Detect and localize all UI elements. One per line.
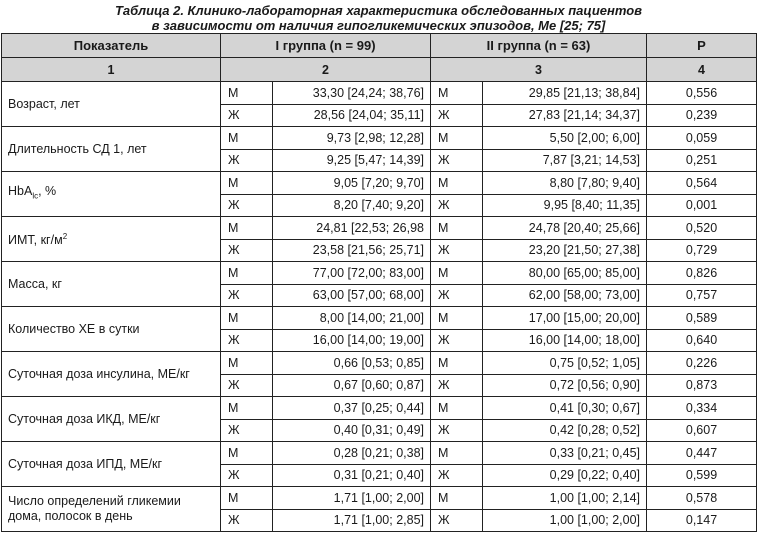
- data-table: [1, 33, 757, 532]
- sex-cell-group-2: Ж: [431, 284, 483, 307]
- indicator-name: [2, 442, 221, 487]
- p-value-cell: 0,578: [647, 487, 757, 510]
- sex-cell-group-1: М: [221, 262, 273, 285]
- value-cell-group-2: 0,41 [0,30; 0,67]: [483, 397, 647, 420]
- sex-cell-group-2: М: [431, 442, 483, 465]
- indicator-name: [2, 172, 221, 217]
- sex-cell-group-2: Ж: [431, 239, 483, 262]
- sex-cell-group-1: Ж: [221, 419, 273, 442]
- value-cell-group-2: 27,83 [21,14; 34,37]: [483, 104, 647, 127]
- p-value-cell: 0,251: [647, 149, 757, 172]
- value-cell-group-1: 33,30 [24,24; 38,76]: [273, 82, 431, 105]
- header-group-2: II группа (n = 63): [431, 34, 647, 58]
- p-value-cell: 0,729: [647, 239, 757, 262]
- indicator-name: [2, 397, 221, 442]
- p-value-cell: 0,826: [647, 262, 757, 285]
- sex-cell-group-1: М: [221, 397, 273, 420]
- value-cell-group-1: 16,00 [14,00; 19,00]: [273, 329, 431, 352]
- value-cell-group-1: 8,00 [14,00; 21,00]: [273, 307, 431, 330]
- table-row: [2, 262, 757, 285]
- p-value-cell: 0,640: [647, 329, 757, 352]
- value-cell-group-2: 5,50 [2,00; 6,00]: [483, 127, 647, 150]
- sex-cell-group-1: Ж: [221, 239, 273, 262]
- value-cell-group-1: 0,31 [0,21; 0,40]: [273, 464, 431, 487]
- value-cell-group-1: 8,20 [7,40; 9,20]: [273, 194, 431, 217]
- value-cell-group-2: 17,00 [15,00; 20,00]: [483, 307, 647, 330]
- column-number: 4: [647, 58, 757, 82]
- value-cell-group-1: 23,58 [21,56; 25,71]: [273, 239, 431, 262]
- table-row: [2, 442, 757, 465]
- table-row: [2, 172, 757, 195]
- column-number: 1: [2, 58, 221, 82]
- table-row: [2, 307, 757, 330]
- sex-cell-group-1: М: [221, 82, 273, 105]
- value-cell-group-2: 0,75 [0,52; 1,05]: [483, 352, 647, 375]
- value-cell-group-1: 77,00 [72,00; 83,00]: [273, 262, 431, 285]
- value-cell-group-2: 0,33 [0,21; 0,45]: [483, 442, 647, 465]
- sex-cell-group-1: Ж: [221, 194, 273, 217]
- p-value-cell: 0,589: [647, 307, 757, 330]
- indicator-name-text: Число определений гликемии дома, полосок в день: [8, 494, 181, 523]
- indicator-name-text: Масса, кг: [8, 276, 62, 291]
- sex-cell-group-1: М: [221, 127, 273, 150]
- value-cell-group-2: 0,29 [0,22; 0,40]: [483, 464, 647, 487]
- indicator-name-text: HbA: [8, 184, 33, 199]
- column-number: 3: [431, 58, 647, 82]
- table-body: [2, 82, 757, 532]
- header-row: [2, 34, 757, 58]
- p-value-cell: 0,147: [647, 509, 757, 532]
- value-cell-group-2: 1,00 [1,00; 2,14]: [483, 487, 647, 510]
- p-value-cell: 0,757: [647, 284, 757, 307]
- sex-cell-group-2: Ж: [431, 464, 483, 487]
- value-cell-group-1: 9,25 [5,47; 14,39]: [273, 149, 431, 172]
- p-value-cell: 0,564: [647, 172, 757, 195]
- sex-cell-group-1: М: [221, 307, 273, 330]
- table-row: [2, 352, 757, 375]
- indicator-name-subscript: lc: [32, 191, 39, 201]
- value-cell-group-2: 9,95 [8,40; 11,35]: [483, 194, 647, 217]
- value-cell-group-2: 24,78 [20,40; 25,66]: [483, 217, 647, 240]
- value-cell-group-1: 0,37 [0,25; 0,44]: [273, 397, 431, 420]
- value-cell-group-2: 7,87 [3,21; 14,53]: [483, 149, 647, 172]
- header-p: P: [647, 34, 757, 58]
- value-cell-group-1: 9,73 [2,98; 12,28]: [273, 127, 431, 150]
- value-cell-group-2: 0,42 [0,28; 0,52]: [483, 419, 647, 442]
- value-cell-group-1: 63,00 [57,00; 68,00]: [273, 284, 431, 307]
- p-value-cell: 0,607: [647, 419, 757, 442]
- value-cell-group-2: 0,72 [0,56; 0,90]: [483, 374, 647, 397]
- sex-cell-group-1: М: [221, 442, 273, 465]
- indicator-name: [2, 487, 221, 532]
- p-value-cell: 0,239: [647, 104, 757, 127]
- sex-cell-group-1: М: [221, 487, 273, 510]
- indicator-name-superscript: 2: [62, 232, 68, 242]
- sex-cell-group-1: Ж: [221, 149, 273, 172]
- indicator-name: [2, 217, 221, 262]
- table-row: [2, 397, 757, 420]
- sex-cell-group-1: Ж: [221, 284, 273, 307]
- sex-cell-group-2: М: [431, 307, 483, 330]
- p-value-cell: 0,599: [647, 464, 757, 487]
- sex-cell-group-2: Ж: [431, 374, 483, 397]
- indicator-name-text: ИМТ, кг/м: [8, 233, 63, 248]
- sex-cell-group-2: М: [431, 397, 483, 420]
- value-cell-group-1: 0,28 [0,21; 0,38]: [273, 442, 431, 465]
- sex-cell-group-2: М: [431, 262, 483, 285]
- indicator-name: [2, 352, 221, 397]
- column-number: 2: [221, 58, 431, 82]
- sex-cell-group-2: М: [431, 82, 483, 105]
- indicator-name-text: Суточная доза ИПД, МЕ/кг: [8, 456, 163, 471]
- value-cell-group-2: 16,00 [14,00; 18,00]: [483, 329, 647, 352]
- value-cell-group-1: 0,67 [0,60; 0,87]: [273, 374, 431, 397]
- value-cell-group-1: 9,05 [7,20; 9,70]: [273, 172, 431, 195]
- table-row: [2, 217, 757, 240]
- value-cell-group-1: 24,81 [22,53; 26,98: [273, 217, 431, 240]
- value-cell-group-2: 8,80 [7,80; 9,40]: [483, 172, 647, 195]
- caption-line-2: в зависимости от наличия гипогликемических эпизодов, Me [25; 75]: [151, 18, 606, 33]
- p-value-cell: 0,447: [647, 442, 757, 465]
- sex-cell-group-2: Ж: [431, 329, 483, 352]
- indicator-name-text: Длительность СД 1, лет: [8, 141, 147, 156]
- sex-cell-group-1: М: [221, 352, 273, 375]
- sex-cell-group-1: Ж: [221, 509, 273, 532]
- p-value-cell: 0,556: [647, 82, 757, 105]
- indicator-name: [2, 82, 221, 127]
- p-value-cell: 0,226: [647, 352, 757, 375]
- sex-cell-group-2: М: [431, 352, 483, 375]
- sex-cell-group-2: Ж: [431, 104, 483, 127]
- sex-cell-group-1: Ж: [221, 464, 273, 487]
- value-cell-group-2: 1,00 [1,00; 2,00]: [483, 509, 647, 532]
- indicator-name-text: Суточная доза инсулина, МЕ/кг: [8, 366, 190, 381]
- value-cell-group-1: 1,71 [1,00; 2,85]: [273, 509, 431, 532]
- header-group-1: I группа (n = 99): [221, 34, 431, 58]
- value-cell-group-2: 29,85 [21,13; 38,84]: [483, 82, 647, 105]
- sex-cell-group-2: М: [431, 172, 483, 195]
- sex-cell-group-1: Ж: [221, 104, 273, 127]
- p-value-cell: 0,520: [647, 217, 757, 240]
- table-row: [2, 487, 757, 510]
- value-cell-group-2: 23,20 [21,50; 27,38]: [483, 239, 647, 262]
- sex-cell-group-2: М: [431, 487, 483, 510]
- sex-cell-group-2: М: [431, 217, 483, 240]
- sex-cell-group-2: М: [431, 127, 483, 150]
- p-value-cell: 0,059: [647, 127, 757, 150]
- p-value-cell: 0,334: [647, 397, 757, 420]
- column-number-row: [2, 58, 757, 82]
- value-cell-group-1: 0,66 [0,53; 0,85]: [273, 352, 431, 375]
- value-cell-group-1: 0,40 [0,31; 0,49]: [273, 419, 431, 442]
- indicator-name-text: Суточная доза ИКД, МЕ/кг: [8, 411, 161, 426]
- indicator-name: [2, 262, 221, 307]
- indicator-name-tail: , %: [38, 184, 57, 199]
- caption-line-1: Таблица 2. Клинико-лабораторная характеристика обследованных пациентов: [114, 3, 643, 18]
- sex-cell-group-1: Ж: [221, 329, 273, 352]
- sex-cell-group-1: М: [221, 172, 273, 195]
- p-value-cell: 0,873: [647, 374, 757, 397]
- table-row: [2, 127, 757, 150]
- sex-cell-group-2: Ж: [431, 149, 483, 172]
- table-caption: [0, 0, 757, 33]
- value-cell-group-1: 28,56 [24,04; 35,11]: [273, 104, 431, 127]
- sex-cell-group-2: Ж: [431, 194, 483, 217]
- indicator-name: [2, 307, 221, 352]
- header-indicator: Показатель: [2, 34, 221, 58]
- sex-cell-group-2: Ж: [431, 509, 483, 532]
- indicator-name: [2, 127, 221, 172]
- sex-cell-group-1: М: [221, 217, 273, 240]
- sex-cell-group-1: Ж: [221, 374, 273, 397]
- sex-cell-group-2: Ж: [431, 419, 483, 442]
- table-row: [2, 82, 757, 105]
- value-cell-group-1: 1,71 [1,00; 2,00]: [273, 487, 431, 510]
- p-value-cell: 0,001: [647, 194, 757, 217]
- indicator-name-text: Возраст, лет: [8, 96, 80, 111]
- indicator-name-text: Количество ХЕ в сутки: [8, 321, 140, 336]
- value-cell-group-2: 62,00 [58,00; 73,00]: [483, 284, 647, 307]
- value-cell-group-2: 80,00 [65,00; 85,00]: [483, 262, 647, 285]
